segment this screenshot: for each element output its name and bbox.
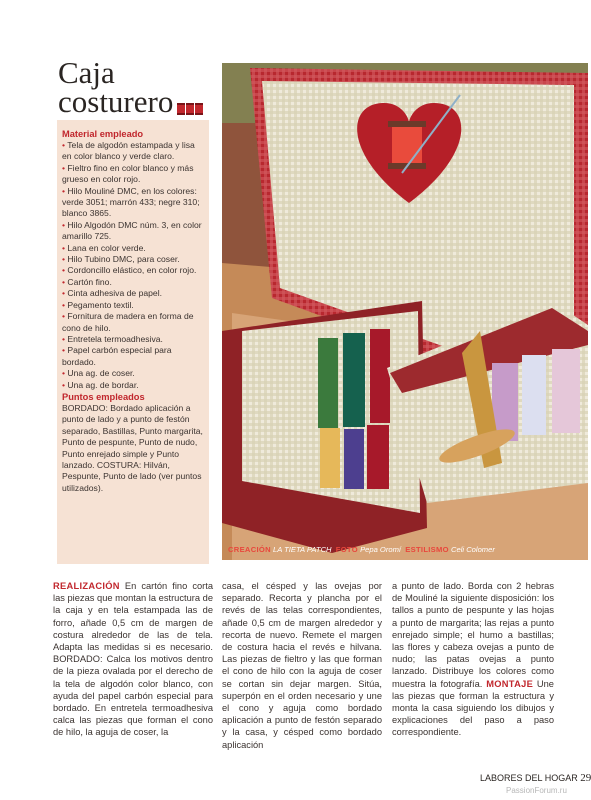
material-item: • Una ag. de coser. bbox=[62, 368, 205, 379]
photo-value: Pepa Oromí bbox=[360, 545, 402, 554]
body-column-1 bbox=[53, 580, 213, 739]
title-line-1: Caja bbox=[58, 55, 115, 90]
sewing-box-photo bbox=[222, 63, 588, 560]
photo-label: FOTO bbox=[335, 545, 358, 554]
material-item: • Cinta adhesiva de papel. bbox=[62, 288, 205, 299]
material-item: • Fieltro fino en color blanco y más grueso en color rojo. bbox=[62, 163, 205, 186]
material-item: • Papel carbón especial para bordado. bbox=[62, 345, 205, 368]
spools-icon bbox=[177, 90, 204, 119]
styling-value: Celi Colomer bbox=[451, 545, 495, 554]
material-item: • Tela de algodón estampada y lisa en color blanco y verde claro. bbox=[62, 140, 205, 163]
material-item: • Hilo Algodón DMC núm. 3, en color amarillo 725. bbox=[62, 220, 205, 243]
creation-value: LA TIETA PATCH bbox=[273, 545, 332, 554]
page-number: 29 bbox=[580, 772, 591, 784]
body-text-1: En cartón fino corta las piezas que montan la estructura de la caja y en tela estampada las de forro, añade 0,5 cm de margen de costura alrededor de las de tela. Adapta las medidas si es necesario. BORDADO: Calca los motivos dentro de la pieza ovalada por el derecho de la tela de algodón color blanco, con ayuda del papel carbón especial para bordado. En entretela termoadhesiva calca las piezas que forman el cono de hilo, la aguja de coser, la bbox=[53, 581, 213, 738]
material-item: • Lana en color verde. bbox=[62, 243, 205, 254]
material-item: • Cordoncillo elástico, en color rojo. bbox=[62, 265, 205, 276]
realizacion-heading: REALIZACIÓN bbox=[53, 581, 120, 591]
body-text-2: casa, el césped y las ovejas por separado. Recorta y plancha por el revés de las telas correspondientes, añade 0,5 cm de margen alrededor y recorta de nuevo. Remete el margen de costura hacia el revés e hilvana. Las piezas de fieltro y las que forman el cono de hilo con la aguja de coser se cortan sin dejar margen. Sitúa, superpón en el orden necesario y une el cono y aguja como bordado aplicación a punto de festón separado y la casa, y césped como bordado aplicación bbox=[222, 581, 382, 750]
material-item: • Hilo Mouliné DMC, en los colores: verde 3051; marrón 433; negre 310; blanco 3865. bbox=[62, 186, 205, 220]
montaje-heading: MONTAJE bbox=[486, 678, 534, 689]
montaje-text: Une las piezas que forman la estructura y monta la casa siguiendo los dibujos y explicaciones del paso a paso correspondiente. bbox=[392, 678, 554, 738]
body-column-2 bbox=[222, 580, 382, 751]
creation-label: CREACIÓN bbox=[228, 545, 271, 554]
watermark: PassionForum.ru bbox=[506, 786, 567, 795]
material-item: • Fornitura de madera en forma de cono de hilo. bbox=[62, 311, 205, 334]
magazine-name: LABORES DEL HOGAR bbox=[480, 773, 578, 783]
body-text-3: a punto de lado. Borda con 2 hebras de Mouliné la siguiente disposición: los tallos a punto de pespunte y las hojas a punto de margarita; las rejas a punto enrejado simple; el humo a bastillas; las flores y cabeza ovejas a punto de nudo; las patas ovejas a punto lanzado. Distribuye los colores como muestra la fotografía. bbox=[392, 581, 554, 689]
materials-list bbox=[62, 140, 205, 391]
materials-heading: Material empleado bbox=[62, 129, 144, 139]
stitches-text: BORDADO: Bordado aplicación a punto de lado y a punto de festón separado, Bastillas, Punto margarita, Punto de pespunte, Punto de nudo, Punto enrejado simple y Punto lanzado. COSTURA: Hilván, Pespunte, Punto de lado (ver puntos utilizados). bbox=[62, 402, 203, 493]
material-item: • Pegamento textil. bbox=[62, 300, 205, 311]
page-folio bbox=[480, 772, 591, 784]
material-item: • Entretela termoadhesiva. bbox=[62, 334, 205, 345]
body-column-3 bbox=[392, 580, 554, 739]
stitches-heading: Puntos empleados bbox=[62, 391, 145, 402]
material-item: • Hilo Tubino DMC, para coser. bbox=[62, 254, 205, 265]
photo-credits bbox=[228, 545, 495, 554]
article-title bbox=[58, 55, 218, 119]
material-item: • Cartón fino. bbox=[62, 277, 205, 288]
title-line-2: costurero bbox=[58, 84, 174, 119]
material-item: • Una ag. de bordar. bbox=[62, 380, 205, 391]
materials-box bbox=[57, 120, 209, 564]
styling-label: ESTILISMO bbox=[405, 545, 449, 554]
